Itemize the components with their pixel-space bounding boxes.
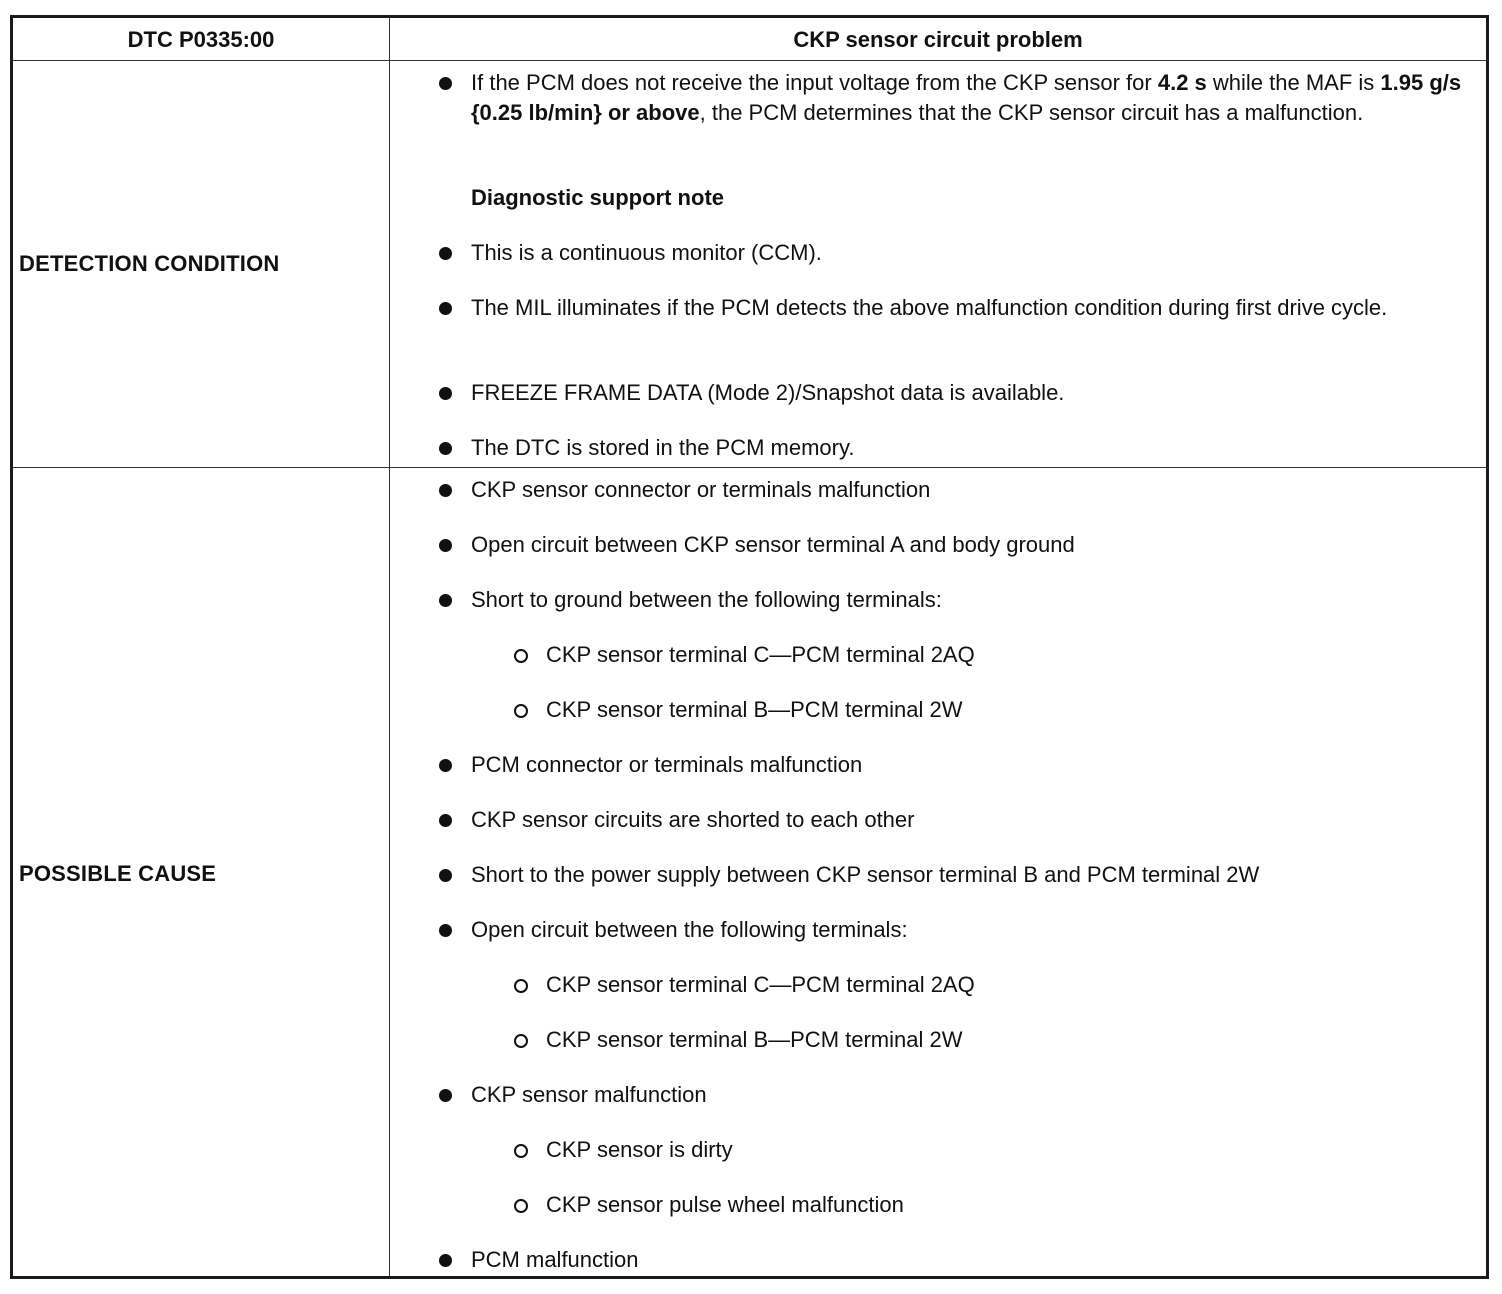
possible-cause-row: [13, 468, 1486, 1276]
table-header-row: [13, 18, 1486, 61]
detection-condition-label: DETECTION CONDITION: [19, 251, 280, 276]
bullet-icon: [439, 594, 452, 607]
possible-cause-content: [390, 468, 1486, 1276]
bullet-icon: [439, 1089, 452, 1102]
hollow-bullet-icon: [514, 979, 528, 993]
cause-item: CKP sensor malfunction: [471, 1080, 1466, 1110]
hollow-bullet-icon: [514, 1034, 528, 1048]
bullet-icon: [439, 442, 452, 455]
hollow-bullet-icon: [514, 704, 528, 718]
bullet-icon: [439, 814, 452, 827]
bullet-icon: [439, 302, 452, 315]
note-item: The DTC is stored in the PCM memory.: [471, 433, 1466, 463]
cause-item: PCM connector or terminals malfunction: [471, 750, 1466, 780]
hollow-bullet-icon: [514, 649, 528, 663]
dtc-table: [10, 15, 1489, 1279]
bullet-icon: [439, 247, 452, 260]
dtc-code: DTC P0335:00: [127, 27, 275, 52]
possible-cause-label: POSSIBLE CAUSE: [19, 861, 217, 886]
cause-item: Short to the power supply between CKP sensor terminal B and PCM terminal 2W: [471, 860, 1466, 890]
hollow-bullet-icon: [514, 1199, 528, 1213]
bullet-icon: [439, 924, 452, 937]
cause-sub-item: CKP sensor terminal C—PCM terminal 2AQ: [546, 640, 1466, 670]
hollow-bullet-icon: [514, 1144, 528, 1158]
bullet-icon: [439, 77, 452, 90]
cause-item: Open circuit between CKP sensor terminal A and body ground: [471, 530, 1466, 560]
cause-sub-item: CKP sensor terminal C—PCM terminal 2AQ: [546, 970, 1466, 1000]
diagnostic-support-note-heading: Diagnostic support note: [471, 185, 724, 210]
bullet-icon: [439, 1254, 452, 1267]
bullet-icon: [439, 869, 452, 882]
cause-item: Open circuit between the following terminals:: [471, 915, 1466, 945]
cause-item: Short to ground between the following terminals:: [471, 585, 1466, 615]
cause-item: CKP sensor connector or terminals malfunction: [471, 475, 1466, 505]
detection-condition-row: [13, 61, 1486, 468]
bullet-icon: [439, 387, 452, 400]
cause-sub-item: CKP sensor terminal B—PCM terminal 2W: [546, 1025, 1466, 1055]
cause-sub-item: CKP sensor pulse wheel malfunction: [546, 1190, 1466, 1220]
cause-item: PCM malfunction: [471, 1245, 1466, 1275]
note-item: This is a continuous monitor (CCM).: [471, 238, 1466, 268]
note-item: The MIL illuminates if the PCM detects the above malfunction condition during first drive cycle.: [471, 293, 1466, 323]
bullet-icon: [439, 539, 452, 552]
cause-sub-item: CKP sensor terminal B—PCM terminal 2W: [546, 695, 1466, 725]
cause-sub-item: CKP sensor is dirty: [546, 1135, 1466, 1165]
detection-condition-item: If the PCM does not receive the input voltage from the CKP sensor for 4.2 s while the MAF is 1.95 g/s {0.25 lb/min} or above, the PCM determines that the CKP sensor circuit has a malfunction.: [471, 68, 1466, 128]
cause-item: CKP sensor circuits are shorted to each other: [471, 805, 1466, 835]
bullet-icon: [439, 759, 452, 772]
dtc-title: CKP sensor circuit problem: [793, 27, 1083, 52]
note-item: FREEZE FRAME DATA (Mode 2)/Snapshot data is available.: [471, 378, 1466, 408]
detection-condition-content: [390, 61, 1486, 467]
bullet-icon: [439, 484, 452, 497]
